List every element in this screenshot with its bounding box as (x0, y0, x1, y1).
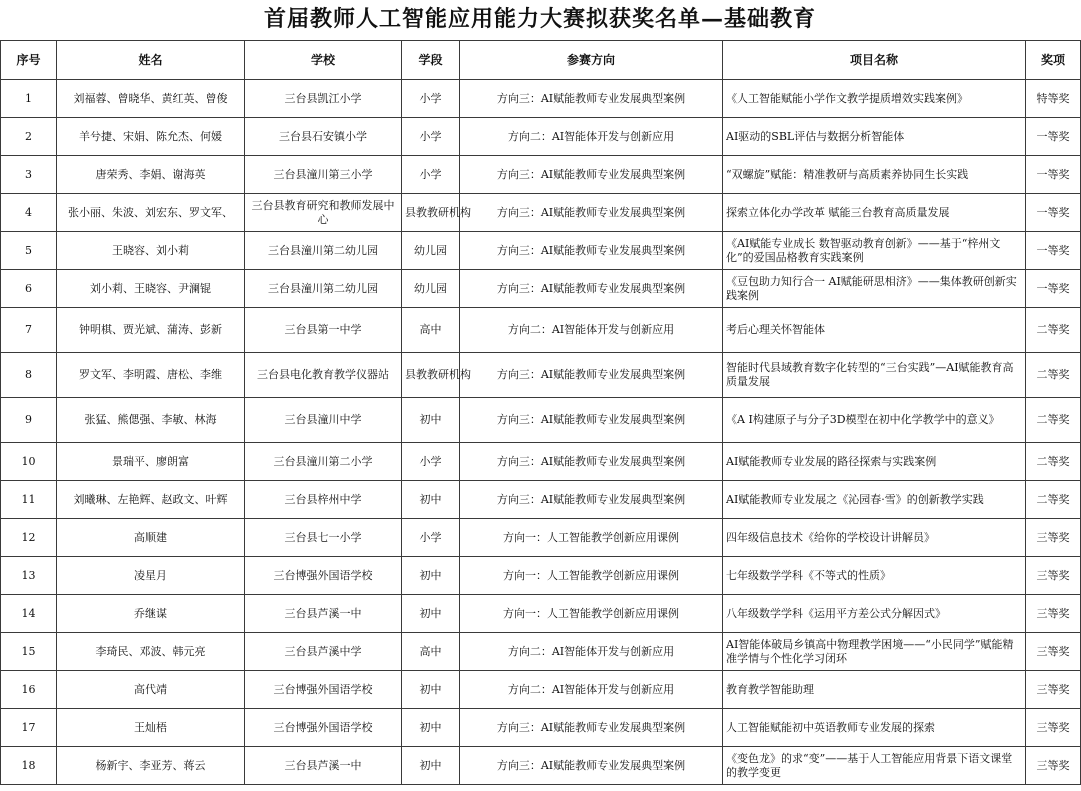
cell-stage: 初中 (402, 557, 460, 595)
table-row (1, 595, 1081, 633)
cell-no: 3 (1, 156, 57, 194)
cell-stage: 小学 (402, 443, 460, 481)
cell-stage: 小学 (402, 80, 460, 118)
cell-project: AI驱动的SBL评估与数据分析智能体 (723, 118, 1026, 156)
cell-school: 三台县潼川第二幼儿园 (245, 232, 402, 270)
cell-stage: 高中 (402, 633, 460, 671)
cell-school: 三台县芦溪一中 (245, 747, 402, 785)
cell-stage: 初中 (402, 709, 460, 747)
table-row (1, 557, 1081, 595)
cell-names: 王晓容、刘小莉 (57, 232, 245, 270)
cell-names: 乔继谋 (57, 595, 245, 633)
cell-no: 4 (1, 194, 57, 232)
cell-school: 三台博强外国语学校 (245, 709, 402, 747)
cell-names: 刘福蓉、曾晓华、黄红英、曾俊 (57, 80, 245, 118)
table-row (1, 270, 1081, 308)
cell-award: 一等奖 (1026, 118, 1081, 156)
cell-school: 三台县潼川第二幼儿园 (245, 270, 402, 308)
cell-no: 5 (1, 232, 57, 270)
cell-direction: 方向一：人工智能教学创新应用课例 (460, 519, 723, 557)
cell-no: 2 (1, 118, 57, 156)
cell-direction: 方向三：AI赋能教师专业发展典型案例 (460, 194, 723, 232)
cell-names: 高顺建 (57, 519, 245, 557)
cell-award: 特等奖 (1026, 80, 1081, 118)
cell-direction: 方向三：AI赋能教师专业发展典型案例 (460, 353, 723, 398)
cell-school: 三台县梓州中学 (245, 481, 402, 519)
cell-direction: 方向三：AI赋能教师专业发展典型案例 (460, 232, 723, 270)
cell-no: 7 (1, 308, 57, 353)
page-title: 首届教师人工智能应用能力大赛拟获奖名单—基础教育 (263, 6, 816, 32)
cell-no: 6 (1, 270, 57, 308)
cell-direction: 方向三：AI赋能教师专业发展典型案例 (460, 709, 723, 747)
cell-no: 15 (1, 633, 57, 671)
cell-project: 人工智能赋能初中英语教师专业发展的探索 (723, 709, 1026, 747)
cell-stage: 幼儿园 (402, 270, 460, 308)
header-award: 奖项 (1026, 41, 1081, 80)
cell-stage: 初中 (402, 595, 460, 633)
cell-award: 三等奖 (1026, 557, 1081, 595)
cell-direction: 方向三：AI赋能教师专业发展典型案例 (460, 481, 723, 519)
cell-names: 钟明棋、贾光斌、蒲涛、彭新 (57, 308, 245, 353)
cell-direction: 方向三：AI赋能教师专业发展典型案例 (460, 443, 723, 481)
header-school: 学校 (245, 41, 402, 80)
table-row (1, 194, 1081, 232)
cell-no: 12 (1, 519, 57, 557)
table-row (1, 118, 1081, 156)
cell-school: 三台县石安镇小学 (245, 118, 402, 156)
table-row (1, 156, 1081, 194)
cell-names: 杨新宇、李亚芳、蒋云 (57, 747, 245, 785)
cell-project: 《A I构建原子与分子3D模型在初中化学教学中的意义》 (723, 398, 1026, 443)
cell-no: 10 (1, 443, 57, 481)
table-row (1, 398, 1081, 443)
cell-stage: 初中 (402, 747, 460, 785)
cell-stage: 初中 (402, 481, 460, 519)
cell-project: 四年级信息技术《给你的学校设计讲解员》 (723, 519, 1026, 557)
cell-award: 三等奖 (1026, 709, 1081, 747)
cell-no: 18 (1, 747, 57, 785)
cell-award: 一等奖 (1026, 194, 1081, 232)
table-row (1, 80, 1081, 118)
cell-award: 三等奖 (1026, 595, 1081, 633)
cell-project: 教育教学智能助理 (723, 671, 1026, 709)
cell-project: 考后心理关怀智能体 (723, 308, 1026, 353)
cell-stage: 初中 (402, 671, 460, 709)
cell-school: 三台县七一小学 (245, 519, 402, 557)
cell-project: 《AI赋能专业成长 数智驱动教育创新》——基于“梓州文化”的爱国品格教育实践案例 (723, 232, 1026, 270)
cell-award: 二等奖 (1026, 481, 1081, 519)
cell-school: 三台县凯江小学 (245, 80, 402, 118)
cell-award: 一等奖 (1026, 270, 1081, 308)
cell-stage: 小学 (402, 519, 460, 557)
cell-names: 刘小莉、王晓容、尹澜锟 (57, 270, 245, 308)
cell-no: 1 (1, 80, 57, 118)
cell-stage: 县教教研机构 (402, 194, 460, 232)
cell-award: 三等奖 (1026, 671, 1081, 709)
cell-project: 《豆包助力知行合一 AI赋能研思相济》——集体教研创新实践案例 (723, 270, 1026, 308)
cell-names: 羊兮捷、宋娟、陈允杰、何媛 (57, 118, 245, 156)
cell-school: 三台博强外国语学校 (245, 671, 402, 709)
cell-stage: 高中 (402, 308, 460, 353)
header-row (1, 41, 1081, 80)
cell-school: 三台县潼川第二小学 (245, 443, 402, 481)
table-row (1, 633, 1081, 671)
cell-names: 张小丽、朱波、刘宏东、罗文军、 (57, 194, 245, 232)
cell-names: 刘曦琳、左艳辉、赵政文、叶辉 (57, 481, 245, 519)
cell-no: 11 (1, 481, 57, 519)
cell-project: 《变色龙》的求“变”——基于人工智能应用背景下语文课堂的教学变更 (723, 747, 1026, 785)
table-row (1, 353, 1081, 398)
cell-school: 三台县教育研究和教师发展中心 (245, 194, 402, 232)
header-names: 姓名 (57, 41, 245, 80)
cell-direction: 方向二：AI智能体开发与创新应用 (460, 671, 723, 709)
cell-direction: 方向二：AI智能体开发与创新应用 (460, 118, 723, 156)
cell-project: 《人工智能赋能小学作文教学提质增效实践案例》 (723, 80, 1026, 118)
cell-award: 一等奖 (1026, 156, 1081, 194)
table-row (1, 747, 1081, 785)
cell-names: 高代靖 (57, 671, 245, 709)
cell-project: 探索立体化办学改革 赋能三台教育高质量发展 (723, 194, 1026, 232)
cell-no: 17 (1, 709, 57, 747)
cell-award: 二等奖 (1026, 398, 1081, 443)
cell-stage: 小学 (402, 118, 460, 156)
cell-direction: 方向三：AI赋能教师专业发展典型案例 (460, 398, 723, 443)
table-row (1, 519, 1081, 557)
cell-project: 智能时代县域教育数字化转型的“三台实践”—AI赋能教育高质量发展 (723, 353, 1026, 398)
cell-direction: 方向一：人工智能教学创新应用课例 (460, 557, 723, 595)
cell-project: “双螺旋”赋能：精准教研与高质素养协同生长实践 (723, 156, 1026, 194)
cell-no: 13 (1, 557, 57, 595)
cell-names: 李琦民、邓波、韩元亮 (57, 633, 245, 671)
header-stage: 学段 (402, 41, 460, 80)
cell-stage: 县教教研机构 (402, 353, 460, 398)
cell-stage: 幼儿园 (402, 232, 460, 270)
table-row (1, 443, 1081, 481)
cell-names: 景瑞平、廖朗富 (57, 443, 245, 481)
cell-project: 八年级数学学科《运用平方差公式分解因式》 (723, 595, 1026, 633)
award-table (0, 40, 1081, 785)
cell-award: 三等奖 (1026, 747, 1081, 785)
cell-award: 三等奖 (1026, 519, 1081, 557)
cell-school: 三台县芦溪一中 (245, 595, 402, 633)
cell-project: AI智能体破局乡镇高中物理教学困境——“小民同学”赋能精准学情与个性化学习闭环 (723, 633, 1026, 671)
cell-names: 罗文军、李明霞、唐松、李维 (57, 353, 245, 398)
cell-school: 三台县芦溪中学 (245, 633, 402, 671)
cell-award: 二等奖 (1026, 308, 1081, 353)
cell-direction: 方向三：AI赋能教师专业发展典型案例 (460, 270, 723, 308)
cell-no: 16 (1, 671, 57, 709)
cell-direction: 方向三：AI赋能教师专业发展典型案例 (460, 80, 723, 118)
cell-award: 二等奖 (1026, 353, 1081, 398)
cell-no: 9 (1, 398, 57, 443)
cell-direction: 方向三：AI赋能教师专业发展典型案例 (460, 747, 723, 785)
table-row (1, 709, 1081, 747)
cell-names: 凌星月 (57, 557, 245, 595)
cell-direction: 方向三：AI赋能教师专业发展典型案例 (460, 156, 723, 194)
cell-school: 三台县潼川中学 (245, 398, 402, 443)
header-no: 序号 (1, 41, 57, 80)
cell-no: 14 (1, 595, 57, 633)
table-row (1, 308, 1081, 353)
header-project: 项目名称 (723, 41, 1026, 80)
cell-project: AI赋能教师专业发展的路径探索与实践案例 (723, 443, 1026, 481)
cell-stage: 初中 (402, 398, 460, 443)
cell-names: 张猛、熊偲强、李敏、林海 (57, 398, 245, 443)
cell-names: 唐荣秀、李娟、谢海英 (57, 156, 245, 194)
cell-names: 王灿梧 (57, 709, 245, 747)
cell-direction: 方向二：AI智能体开发与创新应用 (460, 308, 723, 353)
cell-stage: 小学 (402, 156, 460, 194)
table-row (1, 481, 1081, 519)
cell-award: 三等奖 (1026, 633, 1081, 671)
cell-direction: 方向二：AI智能体开发与创新应用 (460, 633, 723, 671)
cell-award: 一等奖 (1026, 232, 1081, 270)
cell-direction: 方向一：人工智能教学创新应用课例 (460, 595, 723, 633)
cell-no: 8 (1, 353, 57, 398)
cell-school: 三台县电化教育教学仪器站 (245, 353, 402, 398)
cell-project: 七年级数学学科《不等式的性质》 (723, 557, 1026, 595)
header-direction: 参赛方向 (460, 41, 723, 80)
cell-project: AI赋能教师专业发展之《沁园春·雪》的创新教学实践 (723, 481, 1026, 519)
cell-school: 三台县第一中学 (245, 308, 402, 353)
cell-school: 三台博强外国语学校 (245, 557, 402, 595)
table-row (1, 232, 1081, 270)
cell-award: 二等奖 (1026, 443, 1081, 481)
table-row (1, 671, 1081, 709)
cell-school: 三台县潼川第三小学 (245, 156, 402, 194)
